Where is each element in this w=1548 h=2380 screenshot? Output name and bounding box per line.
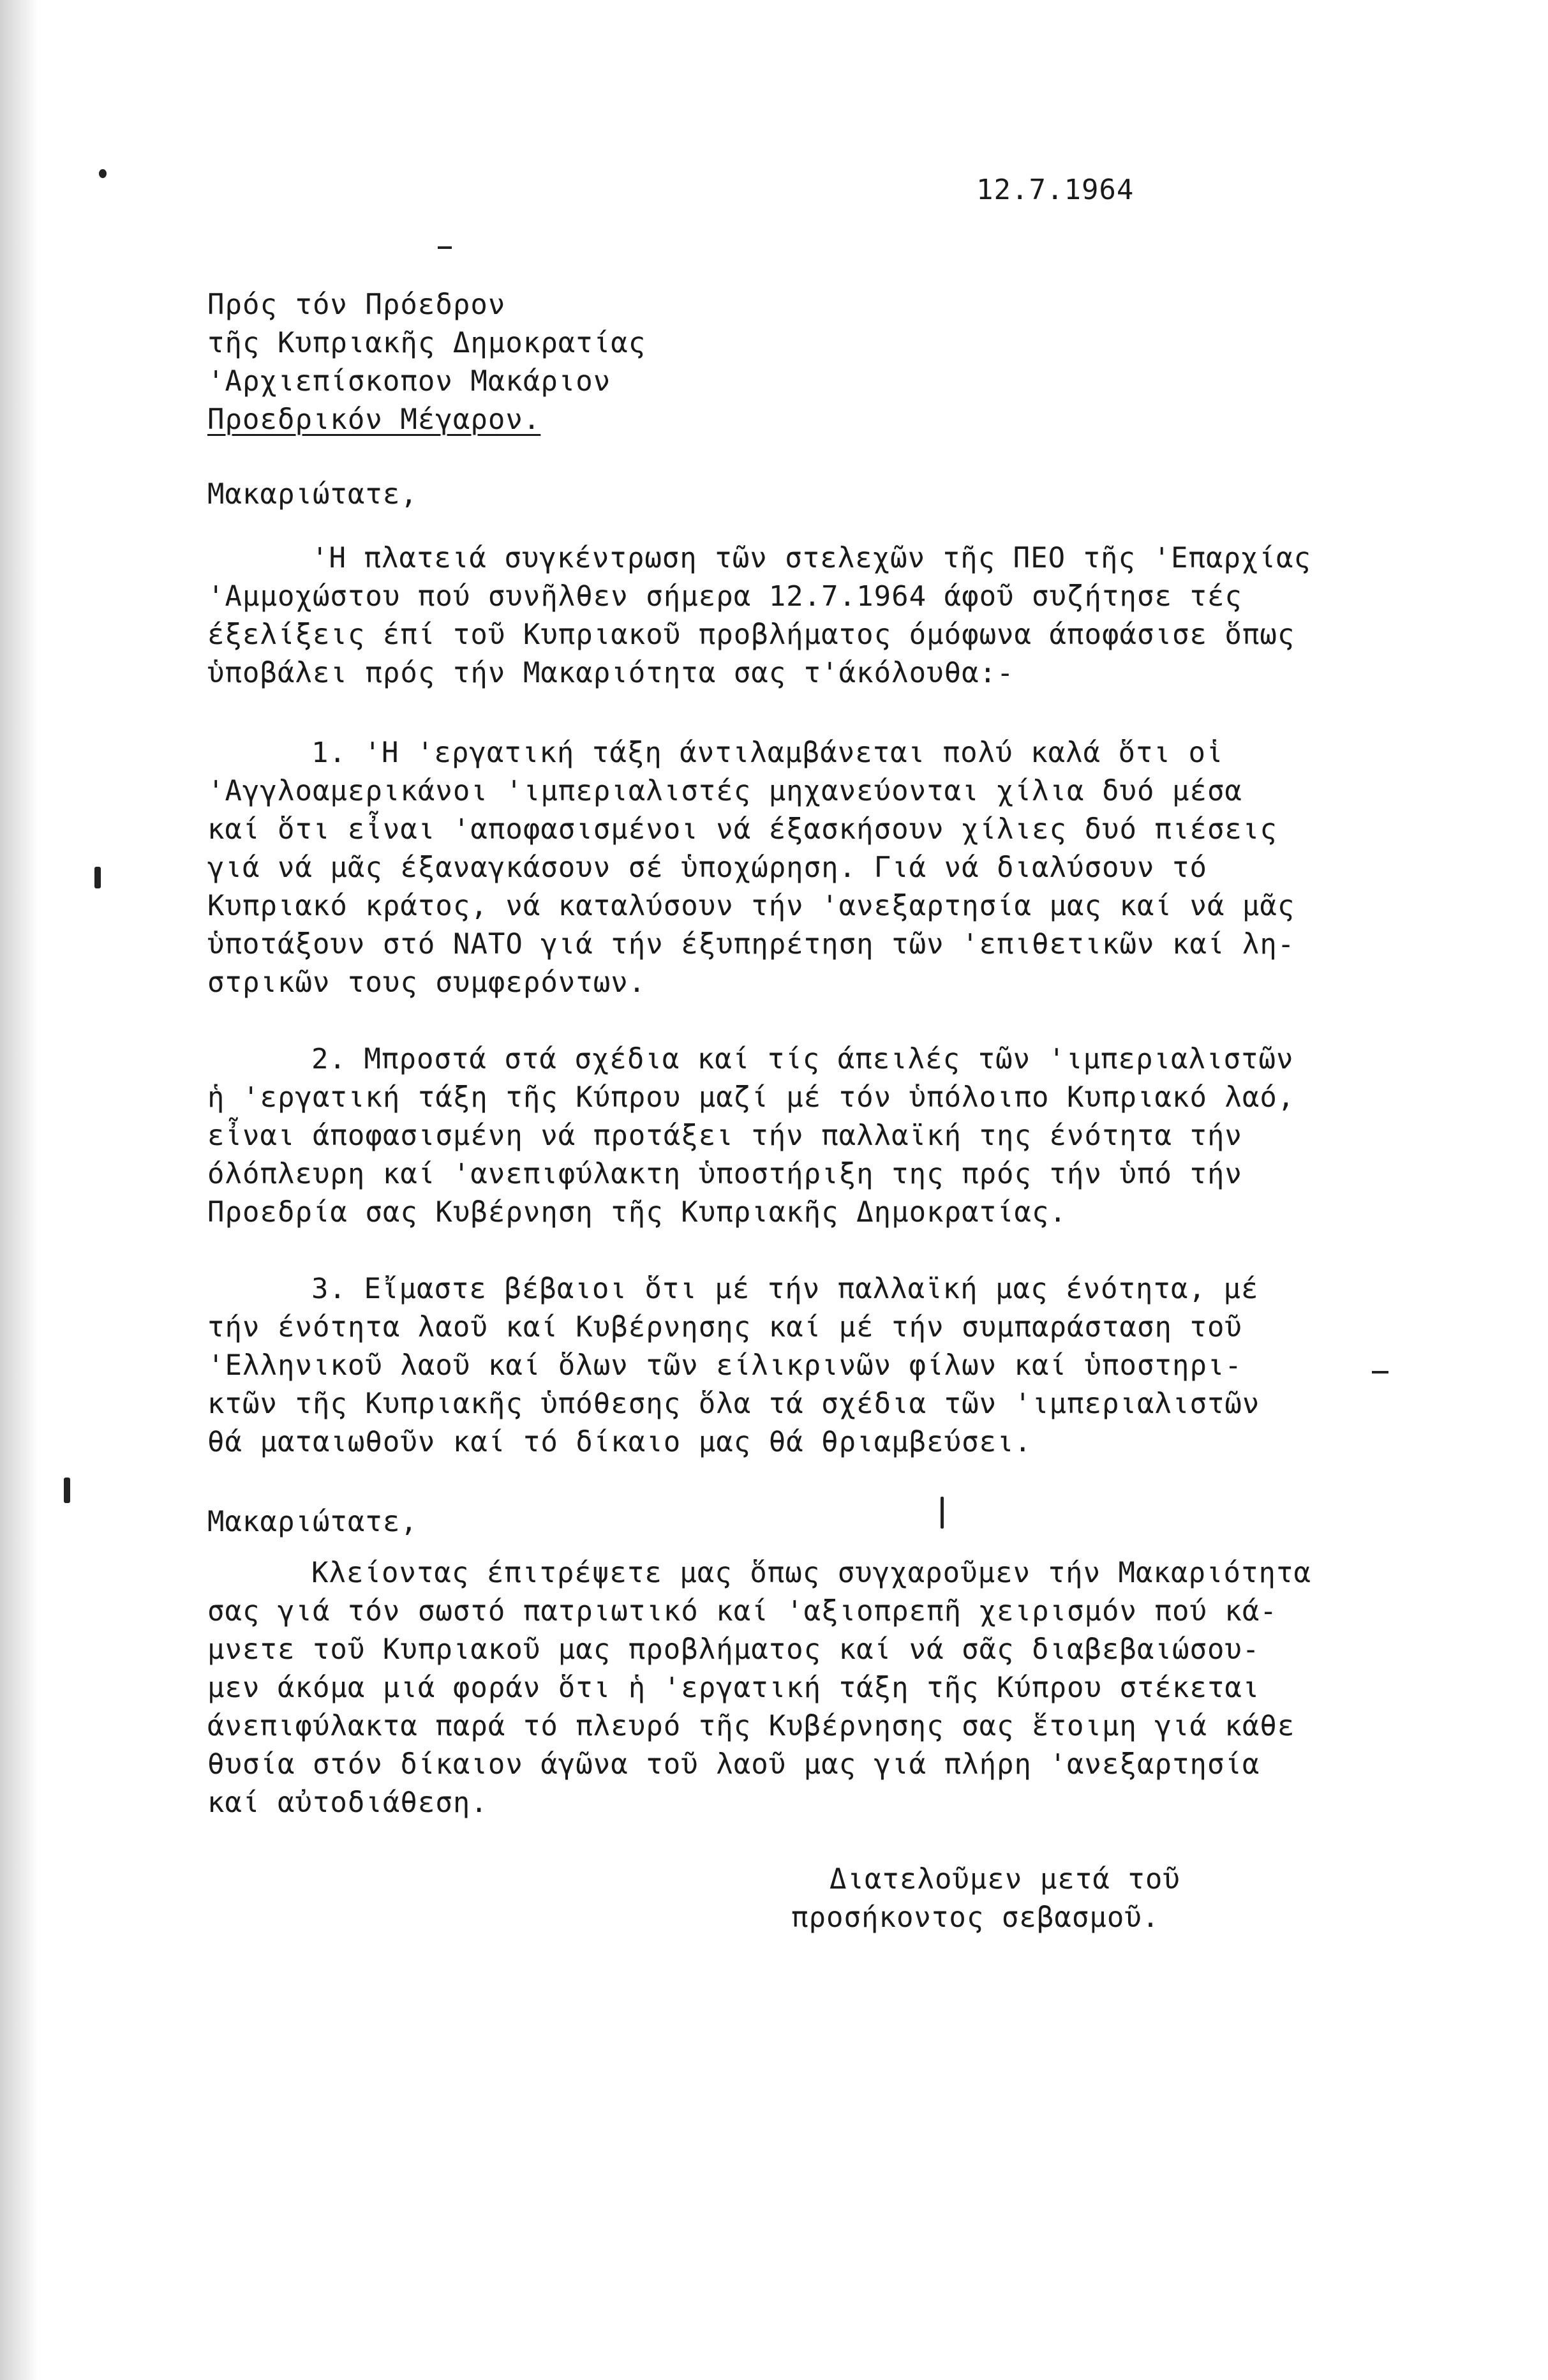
- closing-line: μνετε τοῦ Κυπριακοῦ μας προβλήματος καί νά σᾶς διαβεβαιώσου-: [207, 1633, 1260, 1666]
- scan-speck: [94, 867, 101, 888]
- point1-line: ὑποτάξουν στό ΝΑΤΟ γιά τήν έξυπηρέτηση τῶν 'επιθετικῶν καί λη-: [207, 928, 1295, 961]
- point2-line: 2. Μπροστά στά σχέδια καί τίς άπειλές τῶν 'ιμπεριαλιστῶν: [311, 1043, 1294, 1075]
- point3-line: 'Ελληνικοῦ λαοῦ καί ὅλων τῶν είλικρινῶν φίλων καί ὑποστηρι-: [207, 1349, 1242, 1382]
- closing-line: θυσία στόν δίκαιον άγῶνα τοῦ λαοῦ μας γιά πλήρη 'ανεξαρτησία: [207, 1748, 1260, 1781]
- point1-line: Κυπριακό κράτος, νά καταλύσουν τήν 'ανεξαρτησία μας καί νά μᾶς: [207, 890, 1295, 922]
- signoff-line: προσήκοντος σεβασμοῦ.: [791, 1901, 1160, 1934]
- intro-line: 'Η πλατειά συγκέντρωση τῶν στελεχῶν τῆς ΠΕΟ τῆς 'Επαρχίας: [311, 542, 1311, 574]
- point1-line: στρικῶν τους συμφερόντων.: [207, 966, 646, 999]
- address-line: 'Αρχιεπίσκοπον Μακάριον: [207, 365, 611, 398]
- point2-line: όλόπλευρη καί 'ανεπιφύλακτη ὑποστήριξη της πρός τήν ὑπό τήν: [207, 1158, 1242, 1190]
- point3-line: 3. Εἴμαστε βέβαιοι ὅτι μέ τήν παλλαϊκή μας ένότητα, μέ: [311, 1273, 1259, 1305]
- intro-line: ὑποβάλει πρός τήν Μακαριότητα σας τ'άκόλουθα:-: [207, 657, 1015, 689]
- point2-line: ἡ 'εργατική τάξη τῆς Κύπρου μαζί μέ τόν ὑπόλοιπο Κυπριακό λαό,: [207, 1081, 1295, 1114]
- point2-line: Προεδρία σας Κυβέρνηση τῆς Κυπριακῆς Δημοκρατίας.: [207, 1196, 1068, 1229]
- intro-line: έξελίξεις έπί τοῦ Κυπριακοῦ προβλήματος όμόφωνα άποφάσισε ὅπως: [207, 618, 1295, 651]
- point3-line: θά ματαιωθοῦν καί τό δίκαιο μας θά θριαμβεύσει.: [207, 1426, 1032, 1458]
- address-line: Προεδρικόν Μέγαρον.: [207, 403, 541, 436]
- closing-line: μεν άκόμα μιά φοράν ὅτι ἡ 'εργατική τάξη τῆς Κύπρου στέκεται: [207, 1672, 1260, 1704]
- point1-line: 'Αγγλοαμερικάνοι 'ιμπεριαλιστές μηχανεύονται χίλια δυό μέσα: [207, 775, 1242, 807]
- scan-dash: [1372, 1371, 1388, 1373]
- address-line: τῆς Κυπριακῆς Δημοκρατίας: [207, 327, 646, 359]
- scan-speck: [99, 169, 107, 178]
- scan-edge-shadow: [0, 0, 38, 2380]
- address-line: Πρός τόν Πρόεδρον: [207, 288, 506, 321]
- scan-speck: [941, 1497, 944, 1529]
- salutation: Μακαριώτατε,: [207, 478, 418, 511]
- closing-line: καί αὐτοδιάθεση.: [207, 1786, 488, 1819]
- signoff-line: Διατελοῦμεν μετά τοῦ: [830, 1863, 1180, 1896]
- point1-line: καί ὅτι εἶναι 'αποφασισμένοι νά έξασκήσουν χίλιες δυό πιέσεις: [207, 813, 1277, 846]
- salutation-2: Μακαριώτατε,: [207, 1506, 418, 1538]
- intro-line: 'Αμμοχώστου πού συνῆλθεν σήμερα 12.7.1964 άφοῦ συζήτησε τές: [207, 580, 1242, 613]
- letter-date: 12.7.1964: [976, 174, 1135, 206]
- point2-line: εἶναι άποφασισμένη νά προτάξει τήν παλλαϊκή της ένότητα τήν: [207, 1119, 1242, 1152]
- closing-line: Κλείοντας έπιτρέψετε μας ὅπως συγχαροῦμεν τήν Μακαριότητα: [311, 1557, 1311, 1589]
- point1-line: γιά νά μᾶς έξαναγκάσουν σέ ὑποχώρηση. Γιά νά διαλύσουν τό: [207, 851, 1207, 884]
- point3-line: κτῶν τῆς Κυπριακῆς ὑπόθεσης ὅλα τά σχέδια τῶν 'ιμπεριαλιστῶν: [207, 1388, 1260, 1420]
- point1-line: 1. 'Η 'εργατική τάξη άντιλαμβάνεται πολύ καλά ὅτι οἱ: [311, 737, 1224, 769]
- scan-dash: [438, 246, 452, 249]
- closing-line: άνεπιφύλακτα παρά τό πλευρό τῆς Κυβέρνησης σας ἕτοιμη γιά κάθε: [207, 1710, 1295, 1742]
- scan-speck: [64, 1478, 70, 1503]
- closing-line: σας γιά τόν σωστό πατριωτικό καί 'αξιοπρεπῆ χειρισμόν πού κά-: [207, 1595, 1277, 1628]
- point3-line: τήν ένότητα λαοῦ καί Κυβέρνησης καί μέ τήν συμπαράσταση τοῦ: [207, 1311, 1242, 1343]
